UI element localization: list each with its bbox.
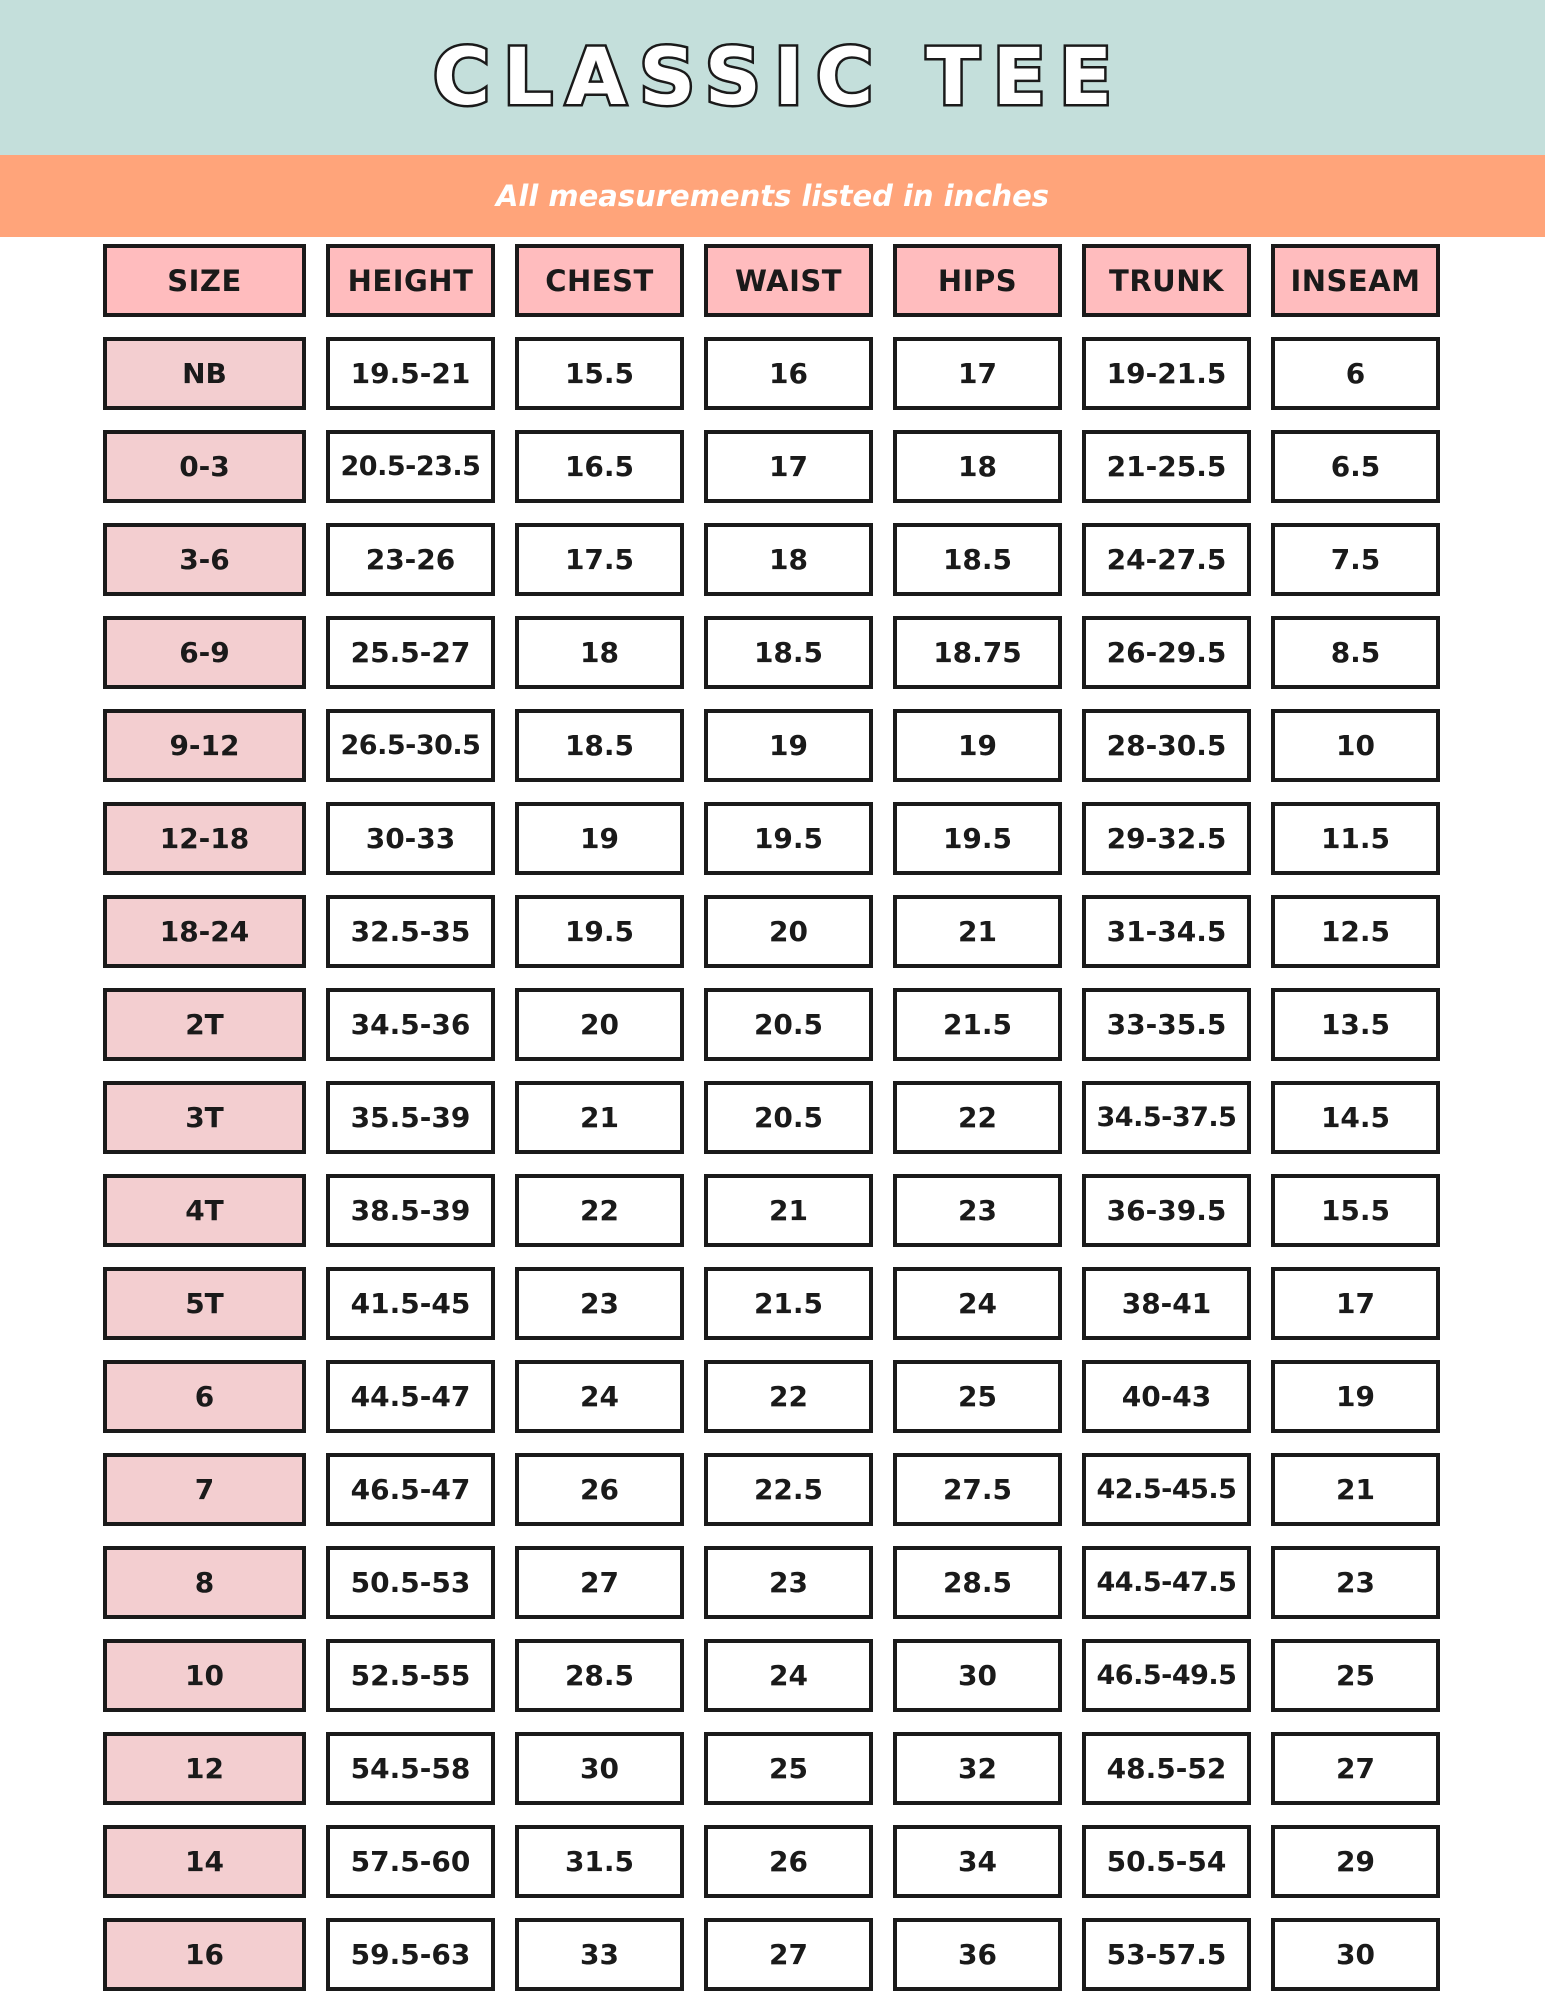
title-banner [0, 0, 1545, 155]
cell-height: 59.5-63 [326, 1918, 495, 1991]
measurement-note: All measurements listed in inches [495, 179, 1050, 213]
cell-hips: 28.5 [893, 1546, 1062, 1619]
cell-inseam: 15.5 [1271, 1174, 1440, 1247]
cell-hips: 27.5 [893, 1453, 1062, 1526]
cell-trunk: 46.5-49.5 [1082, 1639, 1251, 1712]
cell-waist: 27 [704, 1918, 873, 1991]
cell-waist: 20.5 [704, 988, 873, 1061]
cell-chest: 16.5 [515, 430, 684, 503]
size-label-cell: 7 [103, 1453, 306, 1526]
cell-inseam: 14.5 [1271, 1081, 1440, 1154]
cell-waist: 23 [704, 1546, 873, 1619]
cell-inseam: 27 [1271, 1732, 1440, 1805]
cell-waist: 25 [704, 1732, 873, 1805]
cell-height: 26.5-30.5 [326, 709, 495, 782]
size-label-cell: 8 [103, 1546, 306, 1619]
cell-height: 30-33 [326, 802, 495, 875]
size-label-cell: 12-18 [103, 802, 306, 875]
cell-height: 50.5-53 [326, 1546, 495, 1619]
size-label-cell: 10 [103, 1639, 306, 1712]
cell-chest: 15.5 [515, 337, 684, 410]
cell-height: 32.5-35 [326, 895, 495, 968]
cell-height: 52.5-55 [326, 1639, 495, 1712]
size-label-cell: 2T [103, 988, 306, 1061]
cell-inseam: 19 [1271, 1360, 1440, 1433]
cell-chest: 19 [515, 802, 684, 875]
size-label-cell: 3-6 [103, 523, 306, 596]
cell-chest: 26 [515, 1453, 684, 1526]
cell-waist: 16 [704, 337, 873, 410]
cell-inseam: 29 [1271, 1825, 1440, 1898]
header-trunk: TRUNK [1082, 244, 1251, 317]
header-height: HEIGHT [326, 244, 495, 317]
cell-height: 38.5-39 [326, 1174, 495, 1247]
cell-hips: 21.5 [893, 988, 1062, 1061]
size-label-cell: 16 [103, 1918, 306, 1991]
cell-chest: 23 [515, 1267, 684, 1340]
cell-hips: 23 [893, 1174, 1062, 1247]
cell-inseam: 8.5 [1271, 616, 1440, 689]
cell-height: 25.5-27 [326, 616, 495, 689]
subtitle-banner [0, 155, 1545, 237]
cell-waist: 19.5 [704, 802, 873, 875]
cell-hips: 18.75 [893, 616, 1062, 689]
size-chart-table [103, 244, 1440, 1991]
cell-chest: 18 [515, 616, 684, 689]
cell-trunk: 29-32.5 [1082, 802, 1251, 875]
header-inseam: INSEAM [1271, 244, 1440, 317]
cell-trunk: 40-43 [1082, 1360, 1251, 1433]
cell-waist: 19 [704, 709, 873, 782]
size-label-cell: NB [103, 337, 306, 410]
size-label-cell: 6 [103, 1360, 306, 1433]
cell-trunk: 33-35.5 [1082, 988, 1251, 1061]
cell-inseam: 7.5 [1271, 523, 1440, 596]
cell-chest: 19.5 [515, 895, 684, 968]
cell-hips: 32 [893, 1732, 1062, 1805]
cell-chest: 30 [515, 1732, 684, 1805]
cell-waist: 21.5 [704, 1267, 873, 1340]
cell-chest: 21 [515, 1081, 684, 1154]
cell-inseam: 13.5 [1271, 988, 1440, 1061]
cell-chest: 27 [515, 1546, 684, 1619]
cell-height: 23-26 [326, 523, 495, 596]
size-label-cell: 18-24 [103, 895, 306, 968]
cell-height: 41.5-45 [326, 1267, 495, 1340]
cell-inseam: 11.5 [1271, 802, 1440, 875]
cell-hips: 21 [893, 895, 1062, 968]
cell-inseam: 30 [1271, 1918, 1440, 1991]
cell-trunk: 44.5-47.5 [1082, 1546, 1251, 1619]
cell-hips: 30 [893, 1639, 1062, 1712]
cell-waist: 20 [704, 895, 873, 968]
cell-waist: 24 [704, 1639, 873, 1712]
cell-height: 44.5-47 [326, 1360, 495, 1433]
cell-trunk: 53-57.5 [1082, 1918, 1251, 1991]
cell-trunk: 42.5-45.5 [1082, 1453, 1251, 1526]
cell-hips: 36 [893, 1918, 1062, 1991]
cell-inseam: 12.5 [1271, 895, 1440, 968]
cell-waist: 22.5 [704, 1453, 873, 1526]
cell-height: 34.5-36 [326, 988, 495, 1061]
cell-inseam: 6 [1271, 337, 1440, 410]
cell-hips: 19 [893, 709, 1062, 782]
size-label-cell: 0-3 [103, 430, 306, 503]
cell-trunk: 26-29.5 [1082, 616, 1251, 689]
cell-height: 35.5-39 [326, 1081, 495, 1154]
cell-hips: 22 [893, 1081, 1062, 1154]
cell-chest: 24 [515, 1360, 684, 1433]
cell-chest: 33 [515, 1918, 684, 1991]
size-label-cell: 9-12 [103, 709, 306, 782]
size-label-cell: 14 [103, 1825, 306, 1898]
cell-chest: 18.5 [515, 709, 684, 782]
cell-chest: 31.5 [515, 1825, 684, 1898]
cell-chest: 28.5 [515, 1639, 684, 1712]
cell-height: 46.5-47 [326, 1453, 495, 1526]
page-title: CLASSIC TEE [432, 32, 1126, 123]
header-size: SIZE [103, 244, 306, 317]
size-label-cell: 5T [103, 1267, 306, 1340]
cell-waist: 17 [704, 430, 873, 503]
cell-inseam: 23 [1271, 1546, 1440, 1619]
cell-chest: 22 [515, 1174, 684, 1247]
cell-inseam: 6.5 [1271, 430, 1440, 503]
cell-hips: 19.5 [893, 802, 1062, 875]
cell-waist: 22 [704, 1360, 873, 1433]
cell-trunk: 31-34.5 [1082, 895, 1251, 968]
cell-trunk: 19-21.5 [1082, 337, 1251, 410]
cell-trunk: 24-27.5 [1082, 523, 1251, 596]
cell-trunk: 36-39.5 [1082, 1174, 1251, 1247]
cell-inseam: 25 [1271, 1639, 1440, 1712]
cell-trunk: 34.5-37.5 [1082, 1081, 1251, 1154]
cell-hips: 17 [893, 337, 1062, 410]
size-label-cell: 3T [103, 1081, 306, 1154]
cell-hips: 24 [893, 1267, 1062, 1340]
cell-waist: 18.5 [704, 616, 873, 689]
cell-chest: 17.5 [515, 523, 684, 596]
cell-chest: 20 [515, 988, 684, 1061]
cell-waist: 26 [704, 1825, 873, 1898]
cell-waist: 18 [704, 523, 873, 596]
cell-hips: 18 [893, 430, 1062, 503]
cell-trunk: 38-41 [1082, 1267, 1251, 1340]
cell-height: 19.5-21 [326, 337, 495, 410]
header-waist: WAIST [704, 244, 873, 317]
cell-inseam: 17 [1271, 1267, 1440, 1340]
cell-trunk: 48.5-52 [1082, 1732, 1251, 1805]
header-chest: CHEST [515, 244, 684, 317]
cell-hips: 25 [893, 1360, 1062, 1433]
cell-waist: 20.5 [704, 1081, 873, 1154]
size-label-cell: 4T [103, 1174, 306, 1247]
cell-trunk: 28-30.5 [1082, 709, 1251, 782]
header-hips: HIPS [893, 244, 1062, 317]
size-label-cell: 12 [103, 1732, 306, 1805]
cell-height: 57.5-60 [326, 1825, 495, 1898]
cell-inseam: 10 [1271, 709, 1440, 782]
cell-height: 20.5-23.5 [326, 430, 495, 503]
cell-hips: 34 [893, 1825, 1062, 1898]
cell-trunk: 50.5-54 [1082, 1825, 1251, 1898]
cell-height: 54.5-58 [326, 1732, 495, 1805]
cell-hips: 18.5 [893, 523, 1062, 596]
size-label-cell: 6-9 [103, 616, 306, 689]
cell-inseam: 21 [1271, 1453, 1440, 1526]
cell-trunk: 21-25.5 [1082, 430, 1251, 503]
cell-waist: 21 [704, 1174, 873, 1247]
